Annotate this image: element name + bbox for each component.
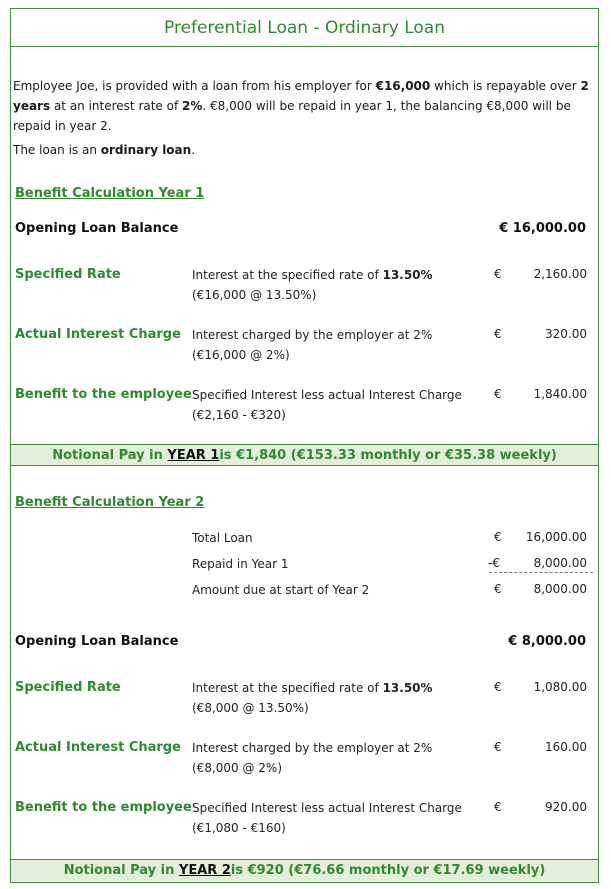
year2-actual-currency: € [494,740,502,754]
year1-actual-desc [192,325,432,365]
notional-text: is €1,840 (€153.33 monthly or €35.38 weekly) [219,447,557,463]
year2-specified-label: Specified Rate [15,680,121,695]
year1-specified-desc [192,265,433,305]
loan-type: ordinary loan [100,143,192,157]
desc-text: Specified Interest less actual Interest Charge [192,388,462,402]
notional-year: YEAR 2 [178,863,231,878]
year2-benefit-desc [192,798,462,838]
year2-benefit-label: Benefit to the employee [15,800,192,815]
year1-opening-value: € 16,000.00 [499,221,586,236]
year2-due-amount: 8,000.00 [533,582,587,596]
year1-benefit-amount: 1,840.00 [533,387,587,401]
loan-term: 2 [580,79,589,93]
title-text: Preferential Loan - Ordinary Loan [164,17,445,38]
year1-benefit-label: Benefit to the employee [15,387,192,402]
desc-formula: (€8,000 @ 13.50%) [192,701,309,715]
year1-opening-label: Opening Loan Balance [15,221,179,236]
year1-notional-pay-banner [11,444,598,466]
year1-actual-currency: € [494,327,502,341]
subtotal-rule [489,572,593,573]
desc-formula: (€2,160 - €320) [192,408,286,422]
year1-actual-amount: 320.00 [545,327,587,341]
year2-repaid-label: Repaid in Year 1 [192,557,289,571]
specified-rate-value: 13.50% [382,268,433,282]
intro-line-4 [13,140,593,160]
desc-text: Interest at the specified rate of [192,681,383,695]
intro-line-1 [13,76,593,96]
notional-year: YEAR 1 [167,447,220,463]
interest-rate: 2% [182,99,203,113]
year2-due-currency: € [494,582,502,596]
year1-specified-label: Specified Rate [15,267,121,282]
intro-text: . €8,000 will be repaid in year 1, the balancing €8,000 will be [202,99,571,113]
intro-text: The loan is an [13,143,101,157]
intro-text: at an interest rate of [50,99,183,113]
year1-heading: Benefit Calculation Year 1 [15,186,205,201]
notional-text: Notional Pay in [52,447,163,463]
year2-actual-amount: 160.00 [545,740,587,754]
year1-actual-label: Actual Interest Charge [15,327,181,342]
desc-formula: (€1,080 - €160) [192,821,286,835]
year2-specified-desc [192,678,433,718]
year1-specified-amount: 2,160.00 [533,267,587,281]
desc-text: Interest charged by the employer at 2% [192,741,433,755]
desc-text: Interest at the specified rate of [192,268,383,282]
intro-line-3: repaid in year 2. [13,119,112,133]
intro-text: Employee Joe, is provided with a loan from his employer for [13,79,376,93]
desc-text: Interest charged by the employer at 2% [192,328,433,342]
intro-text: which is repayable over [430,79,581,93]
year2-benefit-currency: € [494,800,502,814]
year2-total-loan-label: Total Loan [192,531,253,545]
year2-repaid-currency: -€ [488,556,500,570]
year2-benefit-amount: 920.00 [545,800,587,814]
intro-text: . [191,143,196,157]
desc-formula: (€8,000 @ 2%) [192,761,283,775]
year2-repaid-amount: 8,000.00 [533,556,587,570]
desc-formula: (€16,000 @ 13.50%) [192,288,317,302]
intro-line-2 [13,96,593,116]
specified-rate-value: 13.50% [382,681,433,695]
desc-formula: (€16,000 @ 2%) [192,348,290,362]
year2-specified-currency: € [494,680,502,694]
year2-actual-label: Actual Interest Charge [15,740,181,755]
year2-heading: Benefit Calculation Year 2 [15,495,205,510]
intro-paragraph [13,76,593,160]
desc-text: Specified Interest less actual Interest Charge [192,801,462,815]
year1-benefit-currency: € [494,387,502,401]
year2-total-loan-currency: € [494,530,502,544]
notional-text: Notional Pay in [63,863,175,878]
year1-benefit-desc [192,385,462,425]
loan-amount: €16,000 [375,79,431,93]
year2-opening-label: Opening Loan Balance [15,634,179,649]
year2-total-loan-amount: 16,000.00 [525,530,587,544]
year2-due-label: Amount due at start of Year 2 [192,583,370,597]
worksheet [10,8,599,883]
notional-text: is €920 (€76.66 monthly or €17.69 weekly) [230,863,546,878]
year2-notional-pay-banner [11,859,598,881]
page-title [11,9,598,47]
year2-opening-value: € 8,000.00 [508,634,586,649]
loan-term-unit: years [13,99,51,113]
year1-specified-currency: € [494,267,502,281]
year2-actual-desc [192,738,432,778]
year2-specified-amount: 1,080.00 [533,680,587,694]
